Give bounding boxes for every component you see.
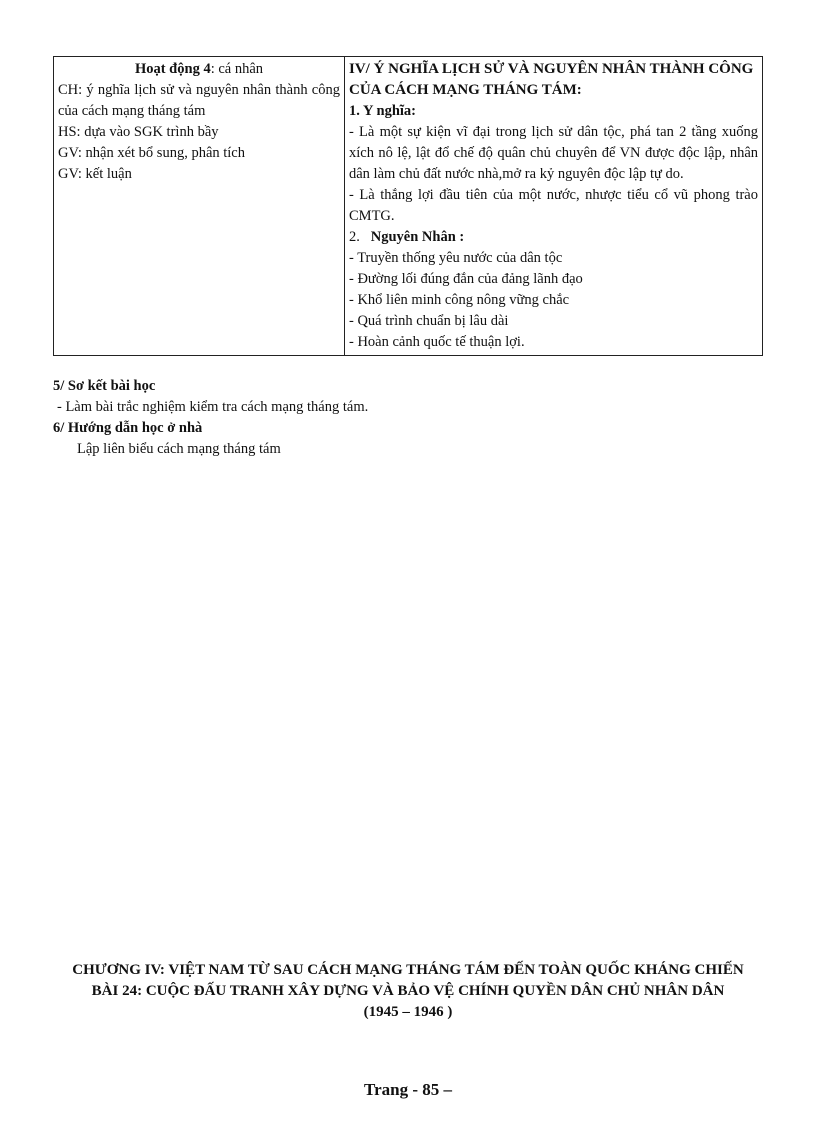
activity-cell xyxy=(54,57,345,356)
reason-heading-line xyxy=(349,227,758,248)
summary-text: - Làm bài trắc nghiệm kiểm tra cách mạng tháng tám. xyxy=(57,399,369,415)
reason-item: - Khổ liên minh công nông vững chắc xyxy=(349,292,570,308)
reason-item: - Truyền thống yêu nước của dân tộc xyxy=(349,250,563,266)
chapter-title: CHƯƠNG IV: VIỆT NAM TỪ SAU CÁCH MẠNG THÁNG TÁM ĐẾN TOÀN QUỐC KHÁNG CHIẾN xyxy=(72,962,744,978)
reason-item: - Đường lối đúng đắn của đảng lãnh đạo xyxy=(349,271,583,287)
lesson-years: (1945 – 1946 ) xyxy=(363,1004,453,1020)
question-text: CH: ý nghĩa lịch sử và nguyên nhân thành công của cách mạng tháng tám xyxy=(58,82,340,119)
summary-heading: 5/ Sơ kết bài học xyxy=(53,378,156,394)
content-cell xyxy=(345,57,763,356)
teacher-task-1: GV: nhận xét bổ sung, phân tích xyxy=(58,145,245,161)
teacher-task-2: GV: kết luận xyxy=(58,166,132,182)
lesson-footer-section xyxy=(53,376,763,460)
reason-number: 2. xyxy=(349,229,360,245)
meaning-item: - Là thắng lợi đầu tiên của một nước, nhược tiểu cổ vũ phong trào CMTG. xyxy=(349,187,758,224)
meaning-item: - Là một sự kiện vĩ đại trong lịch sử dân tộc, phá tan 2 tầng xuống xích nô lệ, lật đổ chế độ quân chủ chuyên để VN được độc lập, nhân dân làm chủ đất nước nhà,mở ra kỷ nguyên độc lập tự do. xyxy=(349,124,758,182)
lesson-title: BÀI 24: CUỘC ĐẤU TRANH XÂY DỰNG VÀ BẢO VỆ CHÍNH QUYỀN DÂN CHỦ NHÂN DÂN xyxy=(91,983,725,999)
lesson-table xyxy=(53,56,763,356)
section-title: IV/ Ý NGHĨA LỊCH SỬ VÀ NGUYÊN NHÂN THÀNH CÔNG CỦA CÁCH MẠNG THÁNG TÁM: xyxy=(349,61,754,98)
reason-item: - Hoàn cảnh quốc tế thuận lợi. xyxy=(349,334,525,350)
activity-title xyxy=(58,59,340,80)
chapter-heading xyxy=(40,960,776,1023)
page-number: Trang - 85 – xyxy=(364,1080,452,1099)
activity-label: Hoạt động 4 xyxy=(134,61,211,77)
meaning-heading: 1. Y nghĩa: xyxy=(349,103,417,119)
student-task: HS: dựa vào SGK trình bầy xyxy=(58,124,219,140)
reason-heading: Nguyên Nhân : xyxy=(370,229,465,245)
homework-text: Lập liên biểu cách mạng tháng tám xyxy=(77,441,281,457)
reason-item: - Quá trình chuẩn bị lâu dài xyxy=(349,313,509,329)
homework-heading: 6/ Hướng dẫn học ở nhà xyxy=(53,420,203,436)
activity-type: : cá nhân xyxy=(210,61,264,77)
table-row xyxy=(54,57,763,356)
